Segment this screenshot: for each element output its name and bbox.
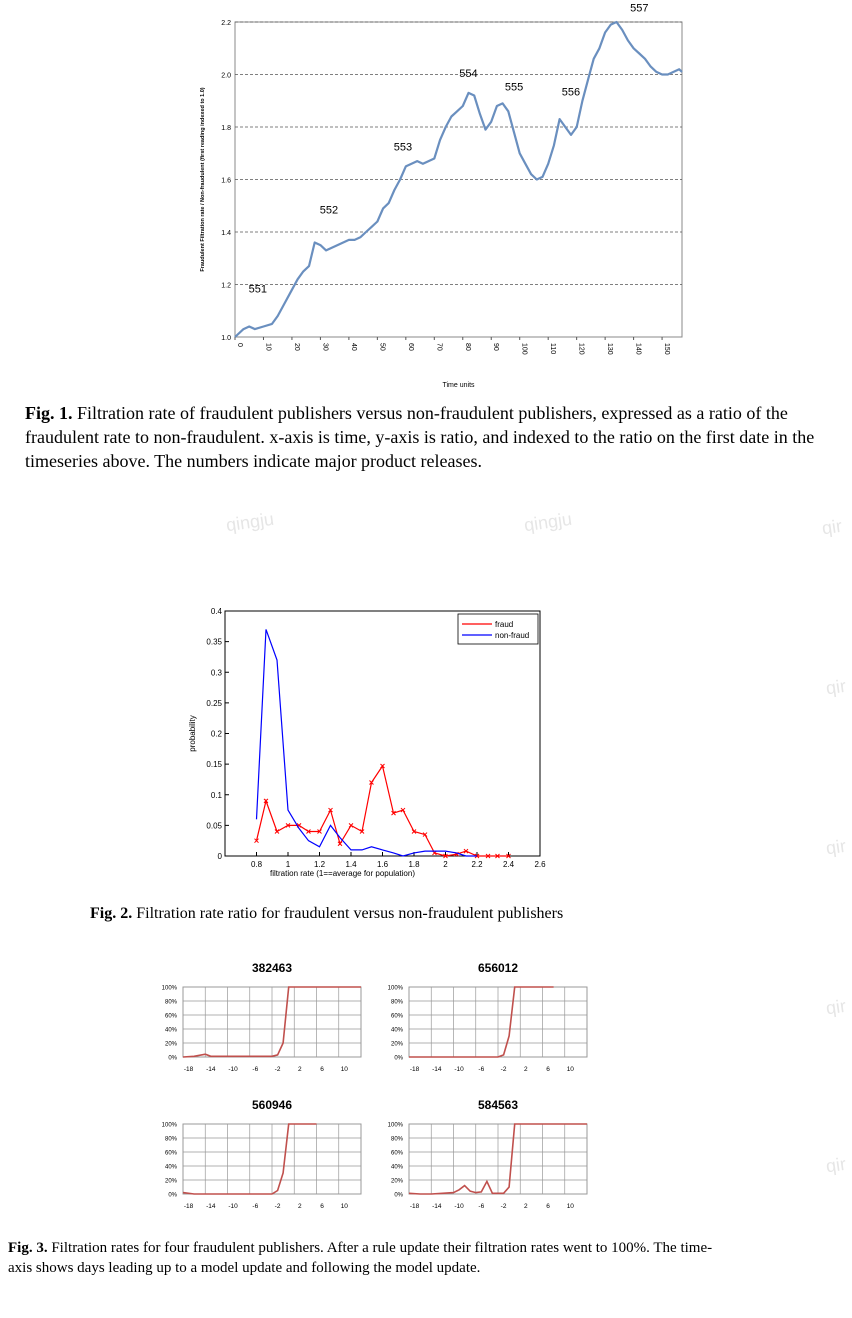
panel-title: 382463 xyxy=(251,961,293,975)
watermark: qingju xyxy=(522,508,574,536)
y-tick-label: 60% xyxy=(390,1150,403,1157)
y-tick-label: 1.2 xyxy=(221,282,231,290)
x-tick-label: 1.8 xyxy=(408,860,420,869)
x-tick-label: -6 xyxy=(478,1066,485,1073)
x-tick-label: -6 xyxy=(252,1203,259,1210)
figure-2-caption-label: Fig. 2. xyxy=(90,905,133,922)
figure-3-panel-584563 xyxy=(374,1092,599,1217)
y-tick-label: 0 xyxy=(217,852,222,861)
y-tick-label: 100% xyxy=(387,1122,403,1129)
y-tick-label: 60% xyxy=(164,1150,177,1157)
release-label: 557 xyxy=(630,2,649,15)
y-tick-label: 0.25 xyxy=(206,698,222,708)
x-tick-label: 10 xyxy=(340,1066,348,1073)
x-tick-label: 1.2 xyxy=(313,860,326,869)
x-tick-label: 10 xyxy=(340,1203,348,1210)
y-tick-label: 0.3 xyxy=(210,668,222,678)
x-tick-label: -14 xyxy=(432,1203,442,1210)
figure-3-caption-label: Fig. 3. xyxy=(8,1240,48,1256)
panel-title: 560946 xyxy=(251,1098,293,1112)
legend-label-fraud: fraud xyxy=(495,620,514,629)
y-tick-label: 0% xyxy=(168,1192,177,1199)
x-tick-label: 6 xyxy=(320,1203,324,1210)
x-tick-label: -14 xyxy=(206,1066,216,1073)
x-tick-label: -18 xyxy=(183,1066,194,1073)
y-tick-label: 1.4 xyxy=(221,230,231,237)
x-axis-label: filtration rate (1==average for population) xyxy=(270,869,415,878)
y-tick-label: 80% xyxy=(164,999,177,1006)
watermark: qingju xyxy=(224,508,276,536)
x-tick-label: 2 xyxy=(443,860,448,869)
y-tick-label: 40% xyxy=(390,1027,403,1034)
release-label: 553 xyxy=(393,141,413,154)
x-tick-label: -10 xyxy=(228,1066,238,1073)
x-tick-label: -14 xyxy=(432,1066,442,1073)
y-tick-label: 80% xyxy=(390,999,403,1006)
y-tick-label: 40% xyxy=(164,1027,177,1034)
y-tick-label: 60% xyxy=(390,1013,403,1020)
figure-1-caption-label: Fig. 1. xyxy=(25,403,73,423)
watermark: qir xyxy=(824,835,848,859)
y-tick-label: 100% xyxy=(387,985,403,992)
x-tick-label: 2.2 xyxy=(471,860,483,869)
figure-3-caption-text: Filtration rates for four fraudulent publishers. After a rule update their filtration rates went to 100%. The time-axis shows days leading up to a model update and following the model update. xyxy=(8,1240,713,1276)
x-tick-label: -10 xyxy=(454,1203,464,1210)
x-tick-label: -6 xyxy=(478,1203,485,1210)
x-tick-label: 60 xyxy=(406,343,414,351)
y-tick-label: 2.0 xyxy=(221,72,231,80)
figure-3-caption xyxy=(8,1238,720,1278)
y-tick-label: 0.4 xyxy=(210,607,222,616)
x-tick-label: 110 xyxy=(549,343,557,355)
y-tick-label: 100% xyxy=(161,1122,177,1129)
y-tick-label: 0.15 xyxy=(206,760,222,770)
figure-2-caption-text: Filtration rate ratio for fraudulent versus non-fraudulent publishers xyxy=(132,905,564,922)
x-tick-label: -2 xyxy=(274,1066,281,1073)
y-tick-label: 20% xyxy=(164,1041,177,1048)
watermark: qir xyxy=(820,515,844,539)
x-tick-label: -14 xyxy=(206,1203,216,1210)
y-tick-label: 1.6 xyxy=(221,177,231,185)
x-tick-label: 80 xyxy=(463,343,471,351)
x-tick-label: 0 xyxy=(236,343,243,347)
release-label: 552 xyxy=(319,204,339,217)
y-tick-label: 0% xyxy=(394,1055,403,1062)
figure-3-panel-382463 xyxy=(148,955,373,1080)
x-tick-label: 6 xyxy=(546,1066,550,1073)
y-tick-label: 60% xyxy=(164,1013,177,1020)
y-tick-label: 1.0 xyxy=(221,335,231,342)
x-axis-label: Time units xyxy=(442,382,475,389)
watermark: qir xyxy=(824,675,848,699)
x-tick-label: 90 xyxy=(492,343,500,351)
figure-1-caption xyxy=(25,401,833,473)
release-label: 556 xyxy=(561,86,581,99)
y-tick-label: 0% xyxy=(168,1055,177,1062)
x-tick-label: 2 xyxy=(298,1066,302,1073)
x-tick-label: -2 xyxy=(500,1066,507,1073)
x-tick-label: 100 xyxy=(520,343,528,355)
figure-1-chart xyxy=(195,2,695,389)
x-tick-label: 150 xyxy=(663,343,671,355)
x-tick-label: 40 xyxy=(349,343,357,351)
x-tick-label: -6 xyxy=(252,1066,259,1073)
figure-1-caption-text: Filtration rate of fraudulent publishers versus non-fraudulent publishers, expressed as a ratio of the fraudulent rate to non-fraudulent. x-axis is time, y-axis is ratio, and indexed to the ratio on the first date in the timeseries above. The numbers indicate major product releases. xyxy=(25,403,815,471)
x-tick-label: 2 xyxy=(298,1203,302,1210)
watermark: qir xyxy=(824,995,848,1019)
panel-title: 584563 xyxy=(477,1098,519,1112)
release-label: 555 xyxy=(504,81,524,94)
x-tick-label: 50 xyxy=(378,343,386,351)
figure-2-caption xyxy=(90,903,790,925)
x-tick-label: -18 xyxy=(183,1203,194,1210)
x-tick-label: 20 xyxy=(292,343,300,351)
legend-label-non-fraud: non-fraud xyxy=(495,631,530,640)
x-tick-label: -2 xyxy=(500,1203,507,1210)
y-tick-label: 0.1 xyxy=(210,790,222,800)
x-tick-label: -2 xyxy=(274,1203,281,1210)
x-tick-label: 2.4 xyxy=(502,860,515,869)
release-label: 551 xyxy=(248,283,267,296)
y-tick-label: 20% xyxy=(390,1178,403,1185)
x-tick-label: 1.4 xyxy=(345,860,357,869)
y-tick-label: 20% xyxy=(390,1041,403,1048)
x-tick-label: 1 xyxy=(285,860,291,869)
x-tick-label: 6 xyxy=(546,1203,550,1210)
figure-3-panel-656012 xyxy=(374,955,599,1080)
y-tick-label: 0.35 xyxy=(206,637,222,647)
y-axis-label: Fraudulent Filtration rate / Non-fraudulent (first reading indexed to 1.0) xyxy=(200,87,206,272)
figure-2-chart xyxy=(185,600,555,890)
x-tick-label: 2.6 xyxy=(534,860,546,869)
x-tick-label: 10 xyxy=(566,1066,574,1073)
x-tick-label: 130 xyxy=(606,343,614,355)
y-tick-label: 100% xyxy=(161,985,177,992)
x-tick-label: 0.8 xyxy=(250,860,263,869)
y-tick-label: 1.8 xyxy=(221,125,231,132)
x-tick-label: -10 xyxy=(454,1066,464,1073)
x-tick-label: -10 xyxy=(228,1203,238,1210)
x-tick-label: 70 xyxy=(435,343,443,351)
x-tick-label: 2 xyxy=(524,1066,528,1073)
y-tick-label: 20% xyxy=(164,1178,177,1185)
y-tick-label: 80% xyxy=(164,1136,177,1143)
release-label: 554 xyxy=(459,68,478,81)
x-tick-label: 120 xyxy=(577,343,585,355)
x-tick-label: 140 xyxy=(634,343,642,355)
panel-title: 656012 xyxy=(477,961,519,975)
y-tick-label: 40% xyxy=(164,1164,177,1171)
watermark: qir xyxy=(824,1153,848,1177)
y-tick-label: 2.2 xyxy=(221,20,231,27)
y-tick-label: 80% xyxy=(390,1136,403,1143)
figure-3-panel-560946 xyxy=(148,1092,373,1217)
x-tick-label: 10 xyxy=(264,343,272,351)
x-tick-label: 10 xyxy=(566,1203,574,1210)
x-tick-label: 6 xyxy=(320,1066,324,1073)
y-tick-label: 0% xyxy=(394,1192,403,1199)
y-tick-label: 0.2 xyxy=(210,729,222,739)
y-axis-label: probability xyxy=(188,715,197,752)
x-tick-label: -18 xyxy=(409,1066,420,1073)
x-tick-label: 2 xyxy=(524,1203,528,1210)
x-tick-label: -18 xyxy=(409,1203,420,1210)
y-tick-label: 40% xyxy=(390,1164,403,1171)
x-tick-label: 30 xyxy=(321,343,329,351)
x-tick-label: 1.6 xyxy=(376,860,389,869)
y-tick-label: 0.05 xyxy=(206,821,222,831)
